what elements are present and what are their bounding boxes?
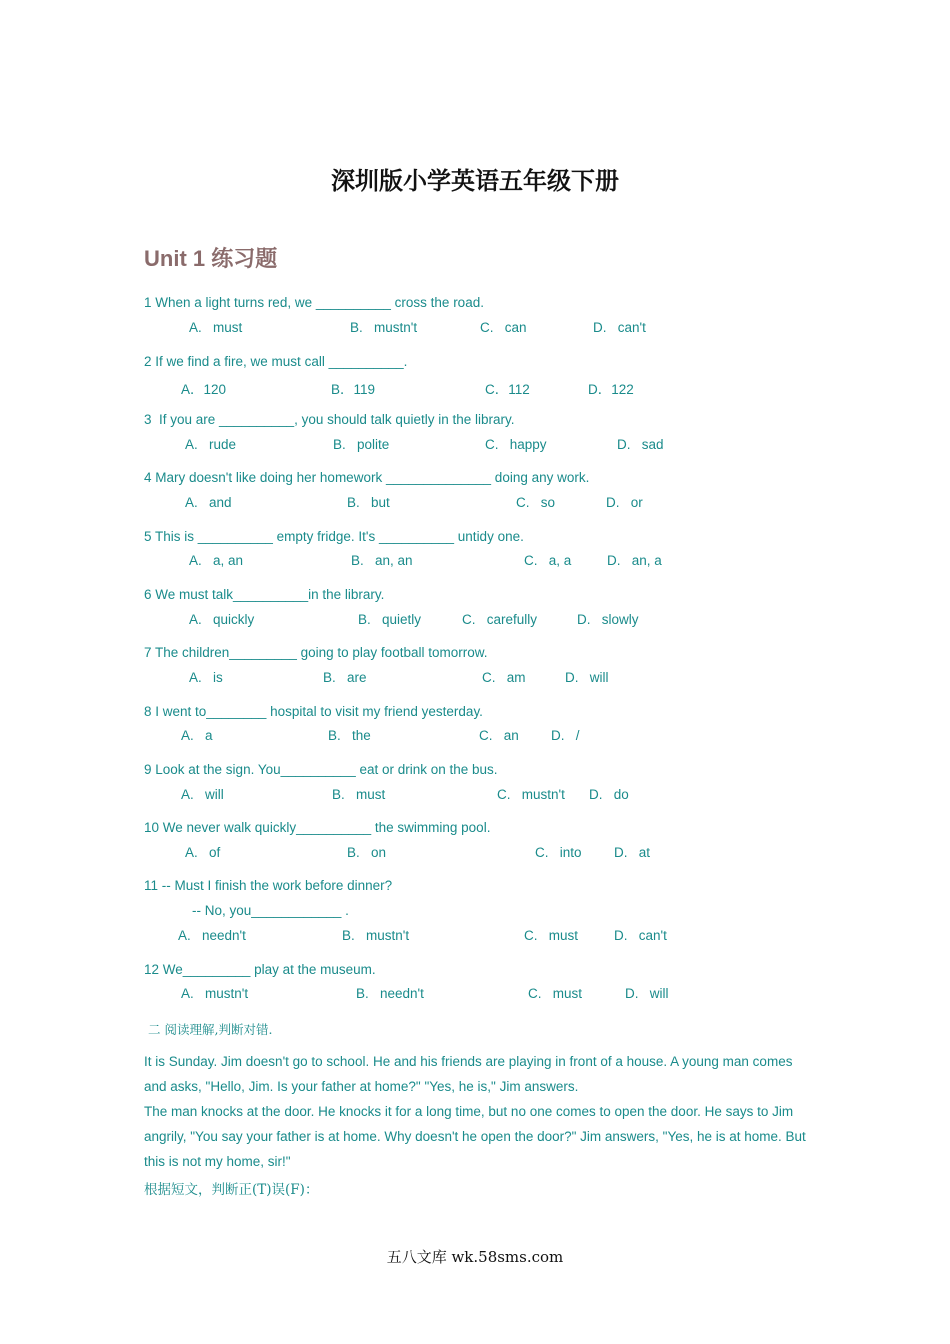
passage-paragraph-1: It is Sunday. Jim doesn't go to school. He and his friends are playing in front of a house. A young man comes and asks, "Hello, Jim. Is your father at home?" "Yes, he is," Jim answers. (144, 1054, 793, 1094)
passage-paragraph-2: The man knocks at the door. He knocks it for a long time, but no one comes to open the door. He says to Jim angrily, "You say your father is at home. Why doesn't he open the door?" Jim answers, "Yes, he is at home. But this is not my home, sir!" (144, 1104, 806, 1169)
option-2b: B．119 (331, 382, 376, 397)
option-2d: D．122 (588, 382, 634, 397)
question-3: 3 If you are __________, you should talk quietly in the library. (144, 412, 515, 427)
option-1d: D. can't (593, 320, 646, 335)
option-1c: C. can (480, 320, 527, 335)
option-12b: B. needn't (356, 986, 424, 1001)
option-10c: C. into (535, 845, 582, 860)
question-4: 4 Mary doesn't like doing her homework ______________ doing any work. (144, 470, 590, 485)
option-6c: C. carefully (462, 612, 538, 627)
question-2: 2 If we find a fire, we must call __________. (144, 354, 408, 369)
option-6b: B. quietly (358, 612, 422, 627)
option-11b: B. mustn't (342, 928, 410, 943)
option-2a: A．120 (181, 382, 227, 397)
question-11: 11 -- Must I finish the work before dinner? (144, 878, 393, 893)
question-1: 1 When a light turns red, we __________ cross the road. (144, 295, 484, 310)
option-8c: C. an (479, 728, 519, 743)
option-1b: B. mustn't (350, 320, 418, 335)
question-7: 7 The children_________ going to play football tomorrow. (144, 645, 488, 660)
question-5: 5 This is __________ empty fridge. It's __________ untidy one. (144, 529, 524, 544)
option-4a: A. and (185, 495, 232, 510)
option-9a: A. will (181, 787, 224, 802)
option-5a: A. a, an (189, 553, 244, 568)
option-12d: D. will (625, 986, 669, 1001)
option-7c: C. am (482, 670, 526, 685)
option-9d: D. do (589, 787, 629, 802)
section-heading: 二 阅读理解,判断对错. (148, 1022, 273, 1037)
footer-watermark: 五八文库 wk.58sms.com (386, 1248, 564, 1266)
question-9: 9 Look at the sign. You__________ eat or drink on the bus. (144, 762, 498, 777)
option-4b: B. but (347, 495, 390, 510)
page-title: 深圳版小学英语五年级下册 (331, 166, 619, 195)
option-10d: D. at (614, 845, 651, 860)
question-6: 6 We must talk__________in the library. (144, 587, 385, 602)
question-10: 10 We never walk quickly__________ the swimming pool. (144, 820, 491, 835)
option-8d: D. / (551, 728, 580, 743)
option-7d: D. will (565, 670, 609, 685)
option-7a: A. is (189, 670, 223, 685)
option-12c: C. must (528, 986, 583, 1001)
instruction: 根据短文，判断正(T)误(F)： (144, 1182, 319, 1198)
question-8: 8 I went to________ hospital to visit my friend yesterday. (144, 704, 483, 719)
option-10a: A. of (185, 845, 221, 860)
option-6a: A. quickly (189, 612, 255, 627)
option-11c: C. must (524, 928, 579, 943)
option-8b: B. the (328, 728, 371, 743)
option-8a: A. a (181, 728, 213, 743)
option-3d: D. sad (617, 437, 664, 452)
option-2c: C．112 (485, 382, 530, 397)
option-3c: C. happy (485, 437, 547, 452)
question-11-reply: -- No, you____________ . (192, 903, 349, 918)
option-4d: D. or (606, 495, 643, 510)
option-9c: C. mustn't (497, 787, 565, 802)
option-9b: B. must (332, 787, 386, 802)
option-5c: C. a, a (524, 553, 572, 568)
option-12a: A. mustn't (181, 986, 249, 1001)
option-1a: A. must (189, 320, 243, 335)
option-3b: B. polite (333, 437, 390, 452)
option-3a: A. rude (185, 437, 237, 452)
option-5d: D. an, a (607, 553, 662, 568)
option-10b: B. on (347, 845, 387, 860)
question-12: 12 We_________ play at the museum. (144, 962, 376, 977)
option-11a: A. needn't (178, 928, 246, 943)
option-11d: D. can't (614, 928, 667, 943)
option-7b: B. are (323, 670, 367, 685)
option-4c: C. so (516, 495, 556, 510)
option-5b: B. an, an (351, 553, 413, 568)
option-6d: D. slowly (577, 612, 639, 627)
unit-heading: Unit 1 练习题 (144, 246, 278, 271)
